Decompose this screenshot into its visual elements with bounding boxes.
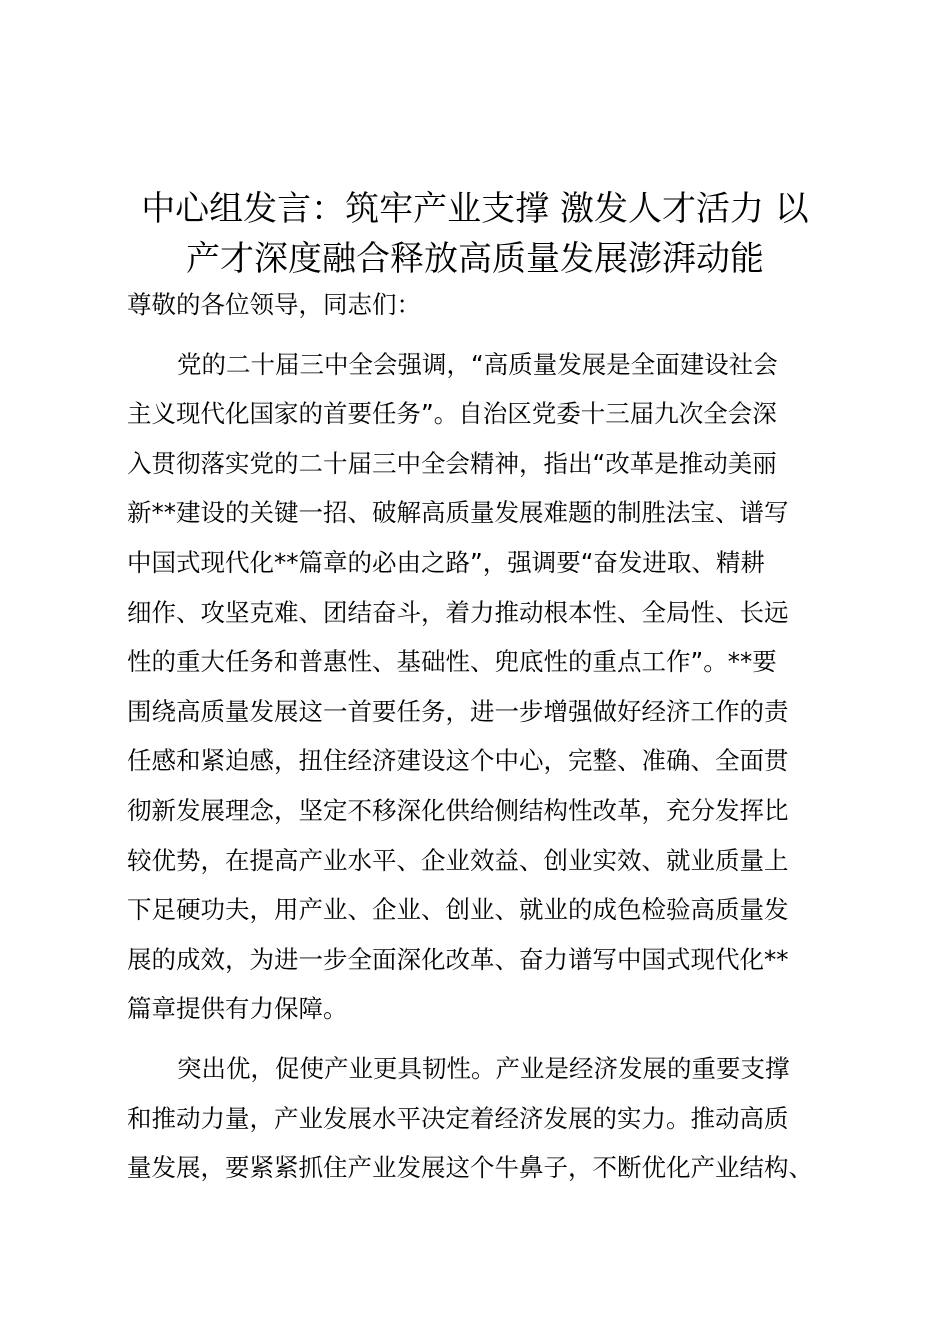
- paragraph-line: 和推动力量，产业发展水平决定着经济发展的实力。推动高质: [127, 1103, 789, 1133]
- paragraph-line: 细作、攻坚克难、团结奋斗，着力推动根本性、全局性、长远: [127, 597, 789, 627]
- paragraph-spacer: [127, 330, 832, 340]
- paragraph-2: [127, 1044, 832, 1193]
- paragraph-line: 较优势，在提高产业水平、企业效益、创业实效、就业质量上: [127, 845, 789, 875]
- title-line-2: 产才深度融合释放高质量发展澎湃动能: [186, 239, 764, 279]
- paragraph-1: [127, 340, 832, 1034]
- paragraph-spacer: [127, 1034, 832, 1044]
- paragraph-line: 突出优，促使产业更具韧性。产业是经济发展的重要支撑: [177, 1053, 790, 1083]
- paragraph-line: 中国式现代化**篇章的必由之路”，强调要“奋发进取、精耕: [127, 547, 765, 577]
- paragraph-line: 新**建设的关键一招、破解高质量发展难题的制胜法宝、谱写: [127, 498, 789, 528]
- salutation: 尊敬的各位领导，同志们：: [127, 290, 421, 319]
- paragraph-line: 入贯彻落实党的二十届三中全会精神，指出“改革是推动美丽: [127, 448, 777, 478]
- paragraph-line: 篇章提供有力保障。: [127, 994, 348, 1024]
- title-line-1: 中心组发言：筑牢产业支撑 激发人才活力 以: [141, 189, 809, 229]
- paragraph-line: 量发展，要紧紧抓住产业发展这个牛鼻子，不断优化产业结构、: [127, 1153, 813, 1183]
- document-title: [110, 184, 840, 284]
- paragraph-line: 党的二十届三中全会强调，“高质量发展是全面建设社会: [177, 349, 778, 379]
- paragraph-line: 主义现代化国家的首要任务”。自治区党委十三届九次全会深: [127, 399, 777, 429]
- paragraph-line: 任感和紧迫感，扭住经济建设这个中心，完整、准确、全面贯: [127, 746, 789, 776]
- paragraph-line: 性的重大任务和普惠性、基础性、兜底性的重点工作”。**要: [127, 647, 777, 677]
- document-body: [127, 280, 832, 1193]
- paragraph-line: 下足硬功夫，用产业、企业、创业、就业的成色检验高质量发: [127, 895, 789, 925]
- paragraph-line: 展的成效，为进一步全面深化改革、奋力谱写中国式现代化**: [127, 944, 789, 974]
- paragraph-line: 彻新发展理念，坚定不移深化供给侧结构性改革，充分发挥比: [127, 795, 789, 825]
- paragraph-line: 围绕高质量发展这一首要任务，进一步增强做好经济工作的责: [127, 696, 789, 726]
